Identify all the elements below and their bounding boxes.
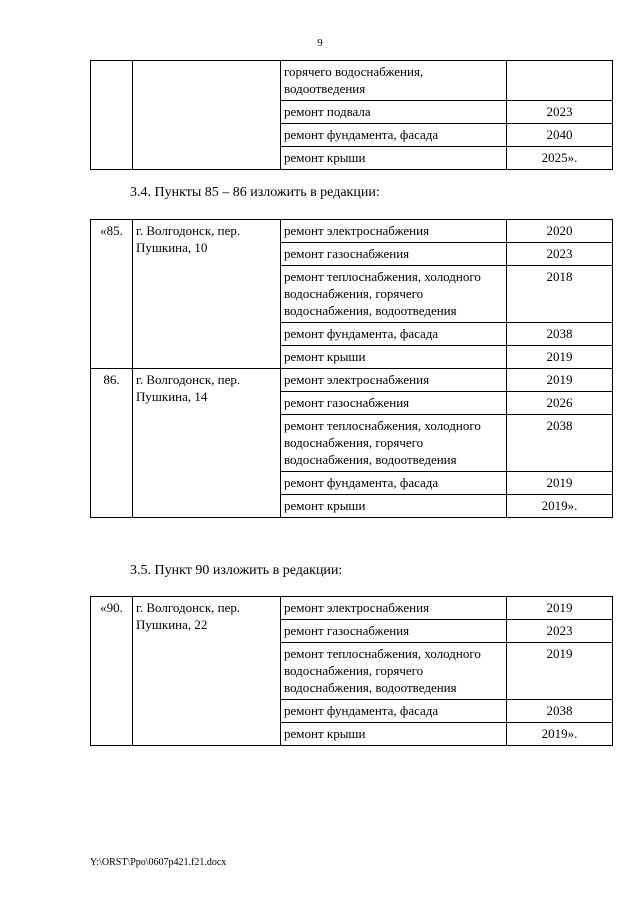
table-continuation bbox=[90, 60, 613, 170]
year-cell: 2019 bbox=[507, 643, 613, 700]
table-row bbox=[91, 597, 613, 620]
item-number-cell: 86. bbox=[91, 369, 133, 518]
paragraph-3-5: 3.5. Пункт 90 изложить в редакции: bbox=[130, 563, 343, 578]
work-cell: ремонт газоснабжения bbox=[281, 392, 507, 415]
year-cell: 2019 bbox=[507, 597, 613, 620]
work-cell: ремонт фундамента, фасада bbox=[281, 700, 507, 723]
file-path-footer: Y:\ORST\Ppo\0607p421.f21.docx bbox=[90, 857, 227, 868]
work-cell: ремонт крыши bbox=[281, 147, 507, 170]
work-cell: горячего водоснабжения, водоотведения bbox=[281, 61, 507, 101]
table-row bbox=[91, 220, 613, 243]
item-number-cell: «85. bbox=[91, 220, 133, 369]
address-cell: г. Волгодонск, пер. Пушкина, 10 bbox=[133, 220, 281, 369]
work-cell: ремонт фундамента, фасада bbox=[281, 124, 507, 147]
year-cell: 2040 bbox=[507, 124, 613, 147]
work-cell: ремонт подвала bbox=[281, 101, 507, 124]
work-cell: ремонт теплоснабжения, холодного водоснабжения, горячего водоснабжения, водоотведения bbox=[281, 266, 507, 323]
item-number-cell bbox=[91, 61, 133, 170]
table-row bbox=[91, 61, 613, 101]
year-cell: 2018 bbox=[507, 266, 613, 323]
year-cell: 2038 bbox=[507, 700, 613, 723]
work-cell: ремонт газоснабжения bbox=[281, 620, 507, 643]
work-cell: ремонт фундамента, фасада bbox=[281, 323, 507, 346]
item-number-cell: «90. bbox=[91, 597, 133, 746]
work-cell: ремонт крыши bbox=[281, 346, 507, 369]
year-cell: 2019 bbox=[507, 346, 613, 369]
year-cell: 2025». bbox=[507, 147, 613, 170]
year-cell bbox=[507, 61, 613, 101]
address-cell bbox=[133, 61, 281, 170]
address-cell: г. Волгодонск, пер. Пушкина, 22 bbox=[133, 597, 281, 746]
work-cell: ремонт фундамента, фасада bbox=[281, 472, 507, 495]
year-cell: 2023 bbox=[507, 243, 613, 266]
work-cell: ремонт крыши bbox=[281, 723, 507, 746]
year-cell: 2023 bbox=[507, 620, 613, 643]
table-row bbox=[91, 369, 613, 392]
paragraph-3-4: 3.4. Пункты 85 – 86 изложить в редакции: bbox=[130, 185, 380, 200]
work-cell: ремонт теплоснабжения, холодного водоснабжения, горячего водоснабжения, водоотведения bbox=[281, 643, 507, 700]
work-cell: ремонт электроснабжения bbox=[281, 597, 507, 620]
year-cell: 2026 bbox=[507, 392, 613, 415]
year-cell: 2019 bbox=[507, 472, 613, 495]
year-cell: 2020 bbox=[507, 220, 613, 243]
work-cell: ремонт газоснабжения bbox=[281, 243, 507, 266]
table-items-85-86 bbox=[90, 219, 613, 518]
table-item-90 bbox=[90, 596, 613, 746]
year-cell: 2038 bbox=[507, 415, 613, 472]
address-cell: г. Волгодонск, пер. Пушкина, 14 bbox=[133, 369, 281, 518]
year-cell: 2038 bbox=[507, 323, 613, 346]
year-cell: 2023 bbox=[507, 101, 613, 124]
year-cell: 2019». bbox=[507, 723, 613, 746]
work-cell: ремонт теплоснабжения, холодного водоснабжения, горячего водоснабжения, водоотведения bbox=[281, 415, 507, 472]
work-cell: ремонт крыши bbox=[281, 495, 507, 518]
year-cell: 2019». bbox=[507, 495, 613, 518]
page-number: 9 bbox=[317, 37, 323, 49]
work-cell: ремонт электроснабжения bbox=[281, 220, 507, 243]
year-cell: 2019 bbox=[507, 369, 613, 392]
work-cell: ремонт электроснабжения bbox=[281, 369, 507, 392]
